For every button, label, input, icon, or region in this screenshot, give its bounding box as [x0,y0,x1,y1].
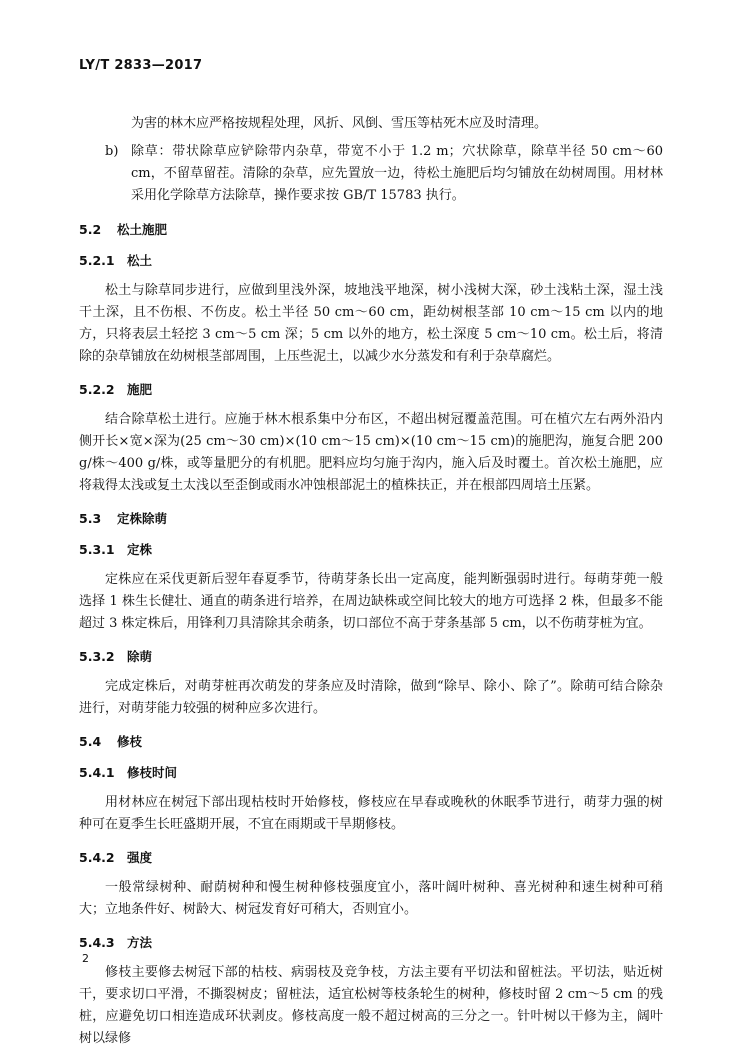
heading-5-2-2: 5.2.2 施肥 [79,382,153,397]
paragraph-5-4-2: 一般常绿树种、耐荫树种和慢生树种修枝强度宜小，落叶阔叶树种、喜光树种和速生树种可稍大；立地条件好、树龄大、树冠发育好可稍大，否则宜小。 [79,880,663,917]
standard-code: LY/T 2833—2017 [79,58,203,73]
intro-continuation: 为害的林木应严格按规程处理，风折、风倒、雪压等枯死木应及时清理。 [131,116,548,131]
heading-5-3: 5.3 定株除萌 [79,511,168,526]
list-item-mark: b) [105,144,119,159]
heading-5-3-1: 5.3.1 定株 [79,542,153,557]
heading-5-4-1: 5.4.1 修枝时间 [79,765,178,780]
paragraph-5-2-1: 松土与除草同步进行，应做到里浅外深，坡地浅平地深，树小浅树大深，砂土浅粘土深，湿土浅干土深，且不伤根、不伤皮。松土半径 50 cm～60 cm，距幼树根茎部 10 cm～15 cm 以内的地方，只将表层土轻挖 3 cm～5 cm 深；5 cm 以外的地方，松土深度 5 cm～10 cm。松土后，将清除的杂草铺放在幼树根茎部周围，上压些泥土，以减少水分蒸发和有利于杂草腐烂。 [79,283,663,364]
heading-5-3-2: 5.3.2 除萌 [79,649,153,664]
heading-5-2: 5.2 松土施肥 [79,222,168,237]
heading-5-4-3: 5.4.3 方法 [79,935,153,950]
list-item-text: 除草：带状除草应铲除带内杂草，带宽不小于 1.2 m；穴状除草，除草半径 50 cm～60 cm，不留草留茬。清除的杂草，应先置放一边，待松土施肥后均匀铺放在幼树周围。用材林采用化学除草方法除草，操作要求按 GB/T 15783 执行。 [131,144,663,203]
heading-5-4-2: 5.4.2 强度 [79,850,153,865]
paragraph-5-3-1: 定株应在采伐更新后翌年春夏季节，待萌芽条长出一定高度，能判断强弱时进行。每萌芽蔸一般选择 1 株生长健壮、通直的萌条进行培养，在周边缺株或空间比较大的地方可选择 2 株，但最多不能超过 3 株定株后，用锋利刀具清除其余萌条，切口部位不高于芽条基部 5 cm，以不伤萌芽桩为宜。 [79,572,663,631]
heading-5-2-1: 5.2.1 松土 [79,253,153,268]
document-body [79,113,663,1050]
paragraph-5-4-3: 修枝主要修去树冠下部的枯枝、病弱枝及竞争枝，方法主要有平切法和留桩法。平切法，贴近树干，要求切口平滑，不撕裂树皮；留桩法，适宜松树等枝条轮生的树种，修枝时留 2 cm～5 cm 的残桩，应避免切口相连造成环状剥皮。修枝高度一般不超过树高的三分之一。针叶树以干修为主，阔叶树以绿修 [79,965,663,1046]
page-number: 2 [82,952,89,965]
heading-5-4: 5.4 修枝 [79,734,143,749]
list-item-b [79,141,663,207]
paragraph-5-4-1: 用材林应在树冠下部出现枯枝时开始修枝，修枝应在早春或晚秋的休眠季节进行，萌芽力强的树种可在夏季生长旺盛期开展，不宜在雨期或干旱期修枝。 [79,795,663,832]
paragraph-5-3-2: 完成定株后，对萌芽桩再次萌发的芽条应及时清除，做到“除早、除小、除了”。除萌可结合除杂进行，对萌芽能力较强的树种应多次进行。 [79,679,663,716]
paragraph-5-2-2: 结合除草松土进行。应施于林木根系集中分布区，不超出树冠覆盖范围。可在植穴左右两外沿内侧开长×宽×深为(25 cm～30 cm)×(10 cm～15 cm)×(10 cm～15 cm)的施肥沟，施复合肥 200 g/株～400 g/株，或等量肥分的有机肥。肥料应均匀施于沟内，施入后及时覆土。首次松土施肥，应将栽得太浅或复土太浅以至歪倒或雨水冲蚀根部泥土的植株扶正，并在根部四周培土压紧。 [79,412,663,493]
